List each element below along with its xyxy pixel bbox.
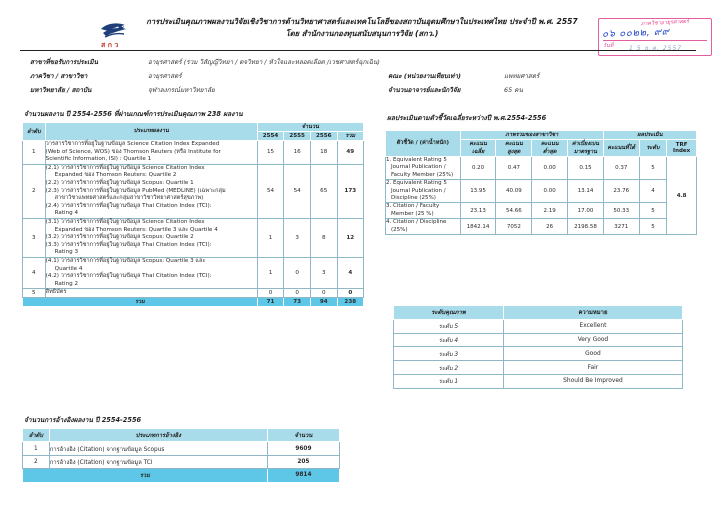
title-line-2: โดย สำนักงานกองทุนสนับสนุนการวิจัย (สกว.) [285, 29, 439, 38]
legend-cell-level: ระดับ 2 [394, 361, 504, 375]
indicator-table-body [386, 157, 697, 235]
indicator-th-trf-l2: Index [673, 148, 691, 154]
indicator-name-line: 1. Equivalent Rating 5 [386, 157, 447, 163]
trf-logo-icon [97, 16, 131, 50]
works-th-2554: 2554 [257, 132, 284, 141]
works-cell-value: 0 [310, 289, 337, 298]
works-cell-value: 54 [257, 164, 284, 218]
indicator-th-min [532, 140, 568, 157]
table-row [23, 455, 340, 468]
table-row [23, 164, 364, 218]
works-type-line: Expanded ของ Thomson Reuters: Quartile 3 และ Quartile 4 [54, 226, 218, 233]
indicator-th-trf-l1: TRF [675, 142, 688, 148]
works-total-label: รวม [23, 297, 258, 306]
citation-total-count: 9814 [267, 469, 339, 482]
legend-cell-meaning: Should Be Improved [503, 374, 682, 388]
legend-cell-level: ระดับ 1 [394, 374, 504, 388]
indicator-th-level: ระดับ [639, 140, 667, 157]
works-cell-value: 173 [337, 164, 363, 218]
stamp-date-value: 1 5 ธ.ค. 2557 [629, 45, 683, 52]
works-cell-no: 2 [23, 164, 46, 218]
works-cell-value: 8 [310, 218, 337, 257]
works-th-count-group: จำนวน [257, 123, 363, 132]
table-row [386, 203, 697, 219]
works-header-row-1 [23, 123, 364, 132]
indicator-name-line: (25%) [391, 226, 408, 233]
works-cell-type [45, 289, 257, 298]
field-value-university: จุฬาลงกรณ์มหาวิทยาลัย [148, 86, 215, 94]
indicator-cell-level: 5 [639, 203, 667, 219]
indicator-cell-avg: 1842.14 [460, 219, 496, 235]
table-row [23, 257, 364, 288]
indicator-cell-score: 23.76 [603, 180, 639, 203]
works-cell-value: 1 [257, 218, 284, 257]
works-type-line: (Web of Science, WOS) ของ Thomson Reuters (หรือ Institute for [45, 148, 221, 155]
stamp-department: ภาควิชาอายุรศาสตร์ [640, 18, 690, 28]
works-cell-no: 4 [23, 257, 46, 288]
stamp-number: ๐๖ ๐๐๒๒, ๙๙ [601, 26, 670, 40]
works-type-line: วารสารวิชาการที่อยู่ในฐานข้อมูล Science Citation Index Expanded [45, 141, 220, 147]
works-cell-value: 18 [310, 141, 337, 165]
indicator-name-line: Journal Publication / [391, 187, 446, 194]
table-row [394, 319, 683, 333]
indicator-name-line: Discipline (25%) [391, 195, 436, 202]
indicator-cell-name [386, 180, 461, 203]
indicator-cell-score: 0.37 [603, 157, 639, 180]
legend-cell-meaning: Fair [503, 361, 682, 375]
indicator-name-line: 4. Citation / Discipline [386, 219, 447, 226]
indicator-cell-min: 26 [532, 219, 568, 235]
indicator-cell-name [386, 219, 461, 235]
works-cell-value: 0 [284, 257, 311, 288]
citation-table-body [23, 442, 340, 469]
legend-cell-level: ระดับ 4 [394, 333, 504, 347]
works-th-2555: 2555 [284, 132, 311, 141]
indicator-header-row-1 [386, 131, 697, 140]
citation-th-count: จำนวน [267, 429, 339, 442]
citation-cell-type: การอ้างอิง (Citation) จากฐานข้อมูล Scopus [49, 442, 267, 455]
indicator-cell-max: 40.09 [496, 180, 532, 203]
legend-cell-level: ระดับ 3 [394, 347, 504, 361]
form-fields [22, 57, 698, 99]
indicator-th-score: คะแนนที่ได้ [603, 140, 639, 157]
works-cell-value: 0 [284, 289, 311, 298]
table-row [394, 347, 683, 361]
quality-legend-table [393, 305, 683, 389]
table-row [23, 289, 364, 298]
indicator-name-line: Member (25 %) [391, 210, 434, 217]
works-type-line: Rating 4 [54, 210, 79, 217]
indicator-th-sd-l1: ค่าเบี่ยงเบน [571, 141, 600, 147]
works-table [22, 122, 364, 307]
works-cell-value: 15 [257, 141, 284, 165]
indicator-th-max-l2: สูงสุด [507, 149, 521, 155]
header-divider [20, 50, 696, 51]
indicator-cell-avg: 0.20 [460, 157, 496, 180]
legend-header-row [394, 306, 683, 320]
field-row-university [22, 85, 698, 99]
field-value-department: อายุรศาสตร์ [148, 72, 182, 80]
indicator-cell-sd: 13.14 [568, 180, 604, 203]
indicator-th-max-l1: คะแนน [505, 141, 523, 147]
indicator-th-avg [460, 140, 496, 157]
works-th-type: ประเภทผลงาน [45, 123, 257, 141]
citation-table [22, 428, 340, 483]
works-th-2556: 2556 [310, 132, 337, 141]
citation-caption: จำนวนการอ้างอิงผลงาน ปี 2554-2556 [24, 416, 142, 424]
works-cell-no: 3 [23, 218, 46, 257]
citation-cell-no: 1 [23, 442, 50, 455]
works-cell-value: 1 [257, 257, 284, 288]
works-cell-no: 5 [23, 289, 46, 298]
works-type-line: (4.2) วารสารวิชาการที่อยู่ในฐานข้อมูล Thai Citation Index (TCI): [45, 273, 212, 280]
citation-cell-count: 205 [267, 455, 339, 468]
works-type-line: (2.1) วารสารวิชาการที่อยู่ในฐานข้อมูล Science Citation Index [45, 164, 205, 171]
indicator-th-max [496, 140, 532, 157]
legend-cell-meaning: Excellent [503, 319, 682, 333]
indicator-cell-sd: 17.00 [568, 203, 604, 219]
citation-total-row [23, 469, 340, 482]
document-title [138, 16, 586, 40]
indicator-cell-min: 0.00 [532, 180, 568, 203]
works-cell-type [45, 141, 257, 165]
indicator-cell-level: 4 [639, 180, 667, 203]
table-row [394, 333, 683, 347]
indicator-cell-min: 0.00 [532, 157, 568, 180]
indicator-name-line: Faculty Member (25%) [391, 171, 454, 178]
works-type-line: Quartile 4 [54, 265, 83, 272]
field-row-department [22, 71, 698, 85]
legend-th-level: ระดับคุณภาพ [394, 306, 504, 320]
works-cell-type [45, 218, 257, 257]
works-cell-value: 3 [310, 257, 337, 288]
indicator-cell-score: 3271 [603, 219, 639, 235]
indicator-cell-avg: 23.13 [460, 203, 496, 219]
stamp-date-label: วันที่ [603, 43, 614, 49]
works-th-total: รวม [337, 132, 363, 141]
indicator-cell-max: 0.47 [496, 157, 532, 180]
legend-cell-level: ระดับ 5 [394, 319, 504, 333]
field-label-staff-count: จำนวนอาจารย์และนักวิจัย [388, 86, 461, 94]
citation-header-row [23, 429, 340, 442]
works-type-line: (2.3) วารสารวิชาการที่อยู่ในฐานข้อมูล PubMed (MEDLINE) (เฉพาะกลุ่ม [45, 187, 226, 194]
works-cell-value: 0 [337, 289, 363, 298]
works-type-line: Rating 2 [54, 280, 79, 287]
works-total-2556: 94 [310, 297, 337, 306]
citation-cell-count: 9609 [267, 442, 339, 455]
indicator-table [385, 130, 697, 235]
works-type-line: สาขาวิชาแพทยศาสตร์และกลุ่มสาขาวิชาวิทยาศาสตร์สุขภาพ) [54, 195, 204, 202]
works-cell-value: 4 [337, 257, 363, 288]
citation-cell-no: 2 [23, 455, 50, 468]
title-line-1: การประเมินคุณภาพผลงานวิจัยเชิงวิชาการด้านวิทยาศาสตร์และเทคโนโลยีของสถาบันอุดมศึกษาในประเทศไทย ประจำปี พ.ศ. 2557 [146, 17, 578, 26]
field-value-faculty: แพทยศาสตร์ [504, 72, 540, 80]
works-table-body [23, 141, 364, 298]
indicator-th-trf [667, 140, 697, 157]
works-type-line: สิทธิบัตร [45, 289, 67, 296]
works-cell-type [45, 164, 257, 218]
works-type-line: (3.3) วารสารวิชาการที่อยู่ในฐานข้อมูล Thai Citation Index (TCI): [45, 241, 212, 248]
legend-cell-meaning: Very Good [503, 333, 682, 347]
indicator-cell-score: 50.33 [603, 203, 639, 219]
indicator-cell-level: 5 [639, 219, 667, 235]
indicator-th-overview: ภาพรวมของสาขาวิชา [460, 131, 603, 140]
table-row [386, 180, 697, 203]
works-type-line: Expanded ของ Thomson Reuters: Quartile 2 [54, 172, 177, 179]
works-type-line: (3.1) วารสารวิชาการที่อยู่ในฐานข้อมูล Science Citation Index [45, 218, 205, 225]
field-value-subject: อายุรศาสตร์ (รวม วิสัญญีวิทยา / ตจวิทยา / หัวใจและหลอดเลือด /เวชศาสตร์ฉุกเฉิน) [148, 58, 380, 66]
works-cell-type [45, 257, 257, 288]
indicator-th-avg-l2: เฉลี่ย [471, 149, 485, 155]
works-total-sum: 238 [337, 297, 363, 306]
citation-cell-type: การอ้างอิง (Citation) จากฐานข้อมูล TCI [49, 455, 267, 468]
works-cell-value: 3 [284, 218, 311, 257]
indicator-name-line: 3. Citation / Faculty [386, 203, 440, 210]
table-row [386, 219, 697, 235]
stamp-divider [603, 40, 707, 41]
field-row-subject [22, 57, 698, 71]
field-value-staff-count: 65 คน [504, 86, 523, 94]
indicator-name-line: 2. Equivalent Rating 5 [386, 180, 447, 187]
indicator-cell-trf-index: 4.8 [667, 157, 697, 235]
indicator-th-min-l1: คะแนน [540, 141, 559, 147]
field-label-faculty: คณะ (หน่วยงานเทียบเท่า) [388, 72, 461, 80]
table-row [23, 442, 340, 455]
works-th-no: ลำดับ [23, 123, 46, 141]
works-type-line: (2.2) วารสารวิชาการที่อยู่ในฐานข้อมูล Scopus: Quartile 1 [45, 179, 194, 186]
indicator-cell-avg: 13.95 [460, 180, 496, 203]
table-row [23, 218, 364, 257]
citation-th-no: ลำดับ [23, 429, 50, 442]
indicator-cell-max: 54.66 [496, 203, 532, 219]
works-caption: จำนวนผลงาน ปี 2554-2556 ที่ผ่านเกณฑ์การประเมินคุณภาพ 238 ผลงาน [24, 110, 243, 118]
works-type-line: (4.1) วารสารวิชาการที่อยู่ในฐานข้อมูล Scopus: Quartile 3 และ [45, 257, 206, 264]
legend-table-body [394, 319, 683, 388]
field-label-subject: สาขาที่ขอรับการประเมิน [30, 58, 98, 66]
indicator-th-sd [568, 140, 604, 157]
indicator-cell-min: 2.19 [532, 203, 568, 219]
indicator-cell-max: 7052 [496, 219, 532, 235]
indicator-th-min-l2: ต่ำสุด [542, 149, 557, 155]
document-header [0, 6, 716, 52]
indicator-th-name: ตัวชี้วัด / (ค่าน้ำหนัก) [386, 131, 461, 157]
table-row [394, 374, 683, 388]
indicator-th-avg-l1: คะแนน [469, 141, 487, 147]
works-type-line: (2.4) วารสารวิชาการที่อยู่ในฐานข้อมูล Thai Citation Index (TCI): [45, 202, 212, 209]
works-type-line: (3.2) วารสารวิชาการที่อยู่ในฐานข้อมูล Scopus: Quartile 2 [45, 234, 194, 241]
works-cell-value: 49 [337, 141, 363, 165]
field-label-department: ภาควิชา / สาขาวิชา [30, 72, 88, 80]
works-total-row [23, 297, 364, 306]
citation-total-label: รวม [23, 469, 268, 482]
works-type-line: Rating 3 [54, 249, 79, 256]
table-row [386, 157, 697, 180]
works-cell-value: 16 [284, 141, 311, 165]
indicator-name-line: Journal Publication / [391, 164, 446, 171]
legend-th-meaning: ความหมาย [503, 306, 682, 320]
indicator-caption: ผลประเมินตามตัวชี้วัดเฉลี่ยระหว่างปี พ.ศ.2554-2556 [387, 114, 547, 122]
works-cell-no: 1 [23, 141, 46, 165]
indicator-th-result: ผลประเมิน [603, 131, 696, 140]
works-total-2554: 71 [257, 297, 284, 306]
table-row [394, 361, 683, 375]
indicator-cell-name [386, 203, 461, 219]
indicator-th-sd-l2: มาตรฐาน [573, 149, 598, 155]
works-type-line: Scientific Information, ISI) : Quartile 1 [45, 156, 152, 163]
indicator-cell-sd: 2198.58 [568, 219, 604, 235]
works-cell-value: 12 [337, 218, 363, 257]
works-cell-value: 54 [284, 164, 311, 218]
svg-text:ส ก ว: ส ก ว [101, 41, 119, 49]
works-cell-value: 0 [257, 289, 284, 298]
field-label-university: มหาวิทยาลัย / สถาบัน [30, 86, 92, 94]
indicator-cell-name [386, 157, 461, 180]
citation-th-type: ประเภทการอ้างอิง [49, 429, 267, 442]
legend-cell-meaning: Good [503, 347, 682, 361]
works-cell-value: 65 [310, 164, 337, 218]
indicator-cell-level: 5 [639, 157, 667, 180]
table-row [23, 141, 364, 165]
works-total-2555: 73 [284, 297, 311, 306]
indicator-cell-sd: 0.15 [568, 157, 604, 180]
